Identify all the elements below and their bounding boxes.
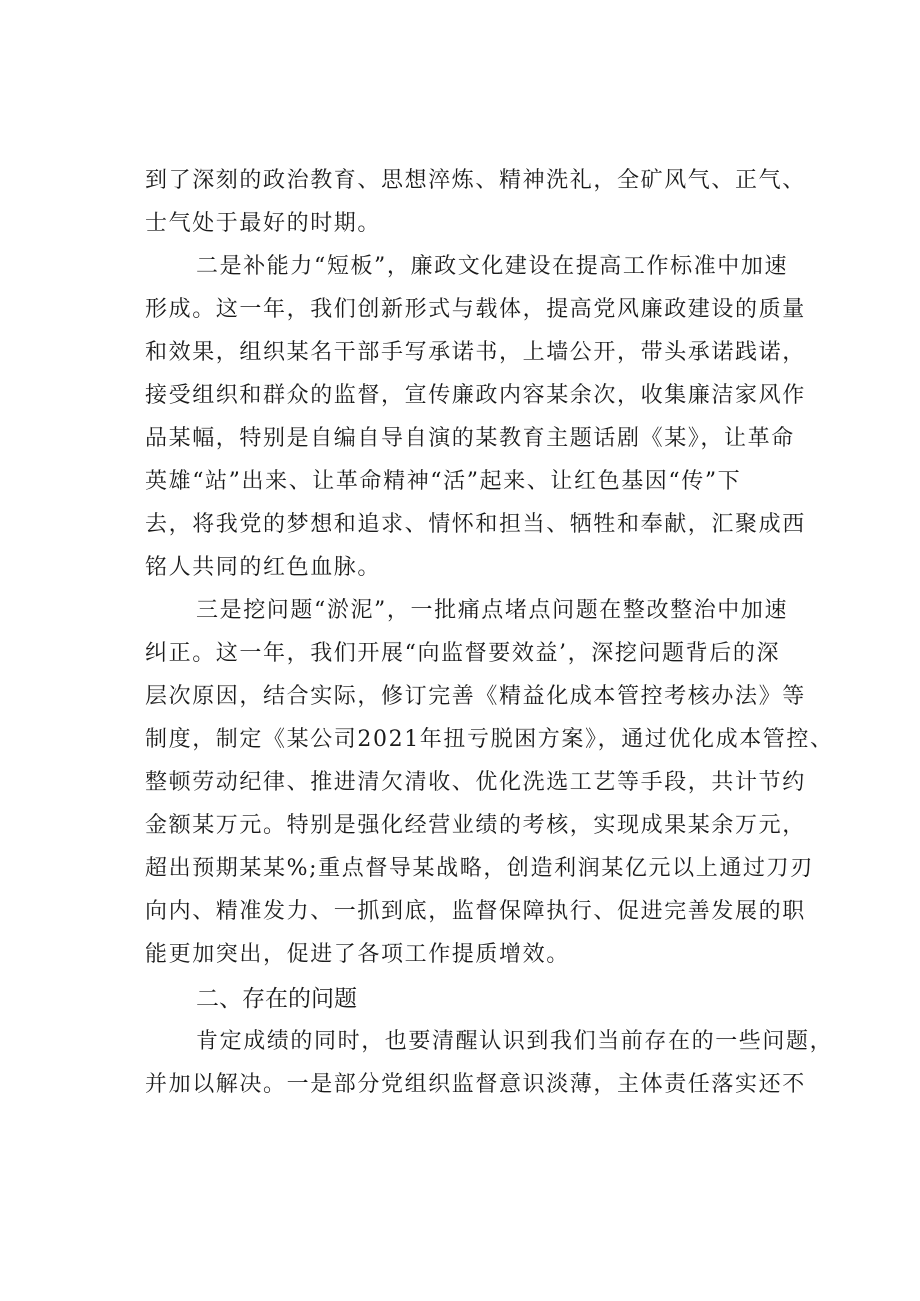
- section-heading: 二、存在的问题: [196, 986, 357, 1012]
- text-line: 整顿劳动纪律、推进清欠清收、优化洗选工艺等手段，共计节约: [145, 770, 806, 795]
- text-line: 英雄“站”出来、让革命精神“活”起来、让红色基因“传”下: [145, 469, 742, 494]
- text-line: 制度，制定《某公司2021年扭亏脱困方案》，通过优化成本管控、: [145, 727, 834, 752]
- text-line: 接受组织和群众的监督，宣传廉政内容某余次，收集廉洁家风作: [145, 383, 806, 408]
- text-line: 层次原因，结合实际，修订完善《精益化成本管控考核办法》等: [145, 684, 806, 709]
- text-line: 金额某万元。特别是强化经营业绩的考核，实现成果某余万元，: [145, 813, 806, 838]
- text-line: 品某幅，特别是自编自导自演的某教育主题话剧《某》，让革命: [145, 426, 795, 451]
- text-line: 形成。这一年，我们创新形式与载体，提高党风廉政建设的质量: [145, 297, 806, 322]
- text-line: 到了深刻的政治教育、思想淬炼、精神洗礼，全矿风气、正气、: [145, 168, 806, 193]
- text-line: 铭人共同的红色血脉。: [145, 555, 382, 580]
- text-line: 并加以解决。一是部分党组织监督意识淡薄，主体责任落实还不: [145, 1072, 806, 1097]
- text-line: 向内、精准发力、一抓到底，监督保障执行、促进完善发展的职: [145, 899, 806, 924]
- paragraph-start-line: 肯定成绩的同时，也要清醒认识到我们当前存在的一些问题，: [196, 1029, 834, 1054]
- text-line: 去，将我党的梦想和追求、情怀和担当、牺牲和奉献，汇聚成西: [145, 512, 806, 537]
- text-line: 士气处于最好的时期。: [145, 211, 382, 236]
- paragraph-start-line: 三是挖问题“淤泥”，一批痛点堵点问题在整改整治中加速: [196, 598, 789, 623]
- text-line: 和效果，组织某名干部手写承诺书，上墙公开，带头承诺践诺，: [145, 340, 806, 365]
- text-line: 能更加突出，促进了各项工作提质增效。: [145, 942, 570, 967]
- text-line: 超出预期某某%;重点督导某战略，创造利润某亿元以上通过刀刃: [145, 856, 814, 881]
- text-line: 纠正。这一年，我们开展“向监督要效益’，深挖问题背后的深: [145, 641, 781, 666]
- paragraph-start-line: 二是补能力“短板”，廉政文化建设在提高工作标准中加速: [196, 254, 789, 279]
